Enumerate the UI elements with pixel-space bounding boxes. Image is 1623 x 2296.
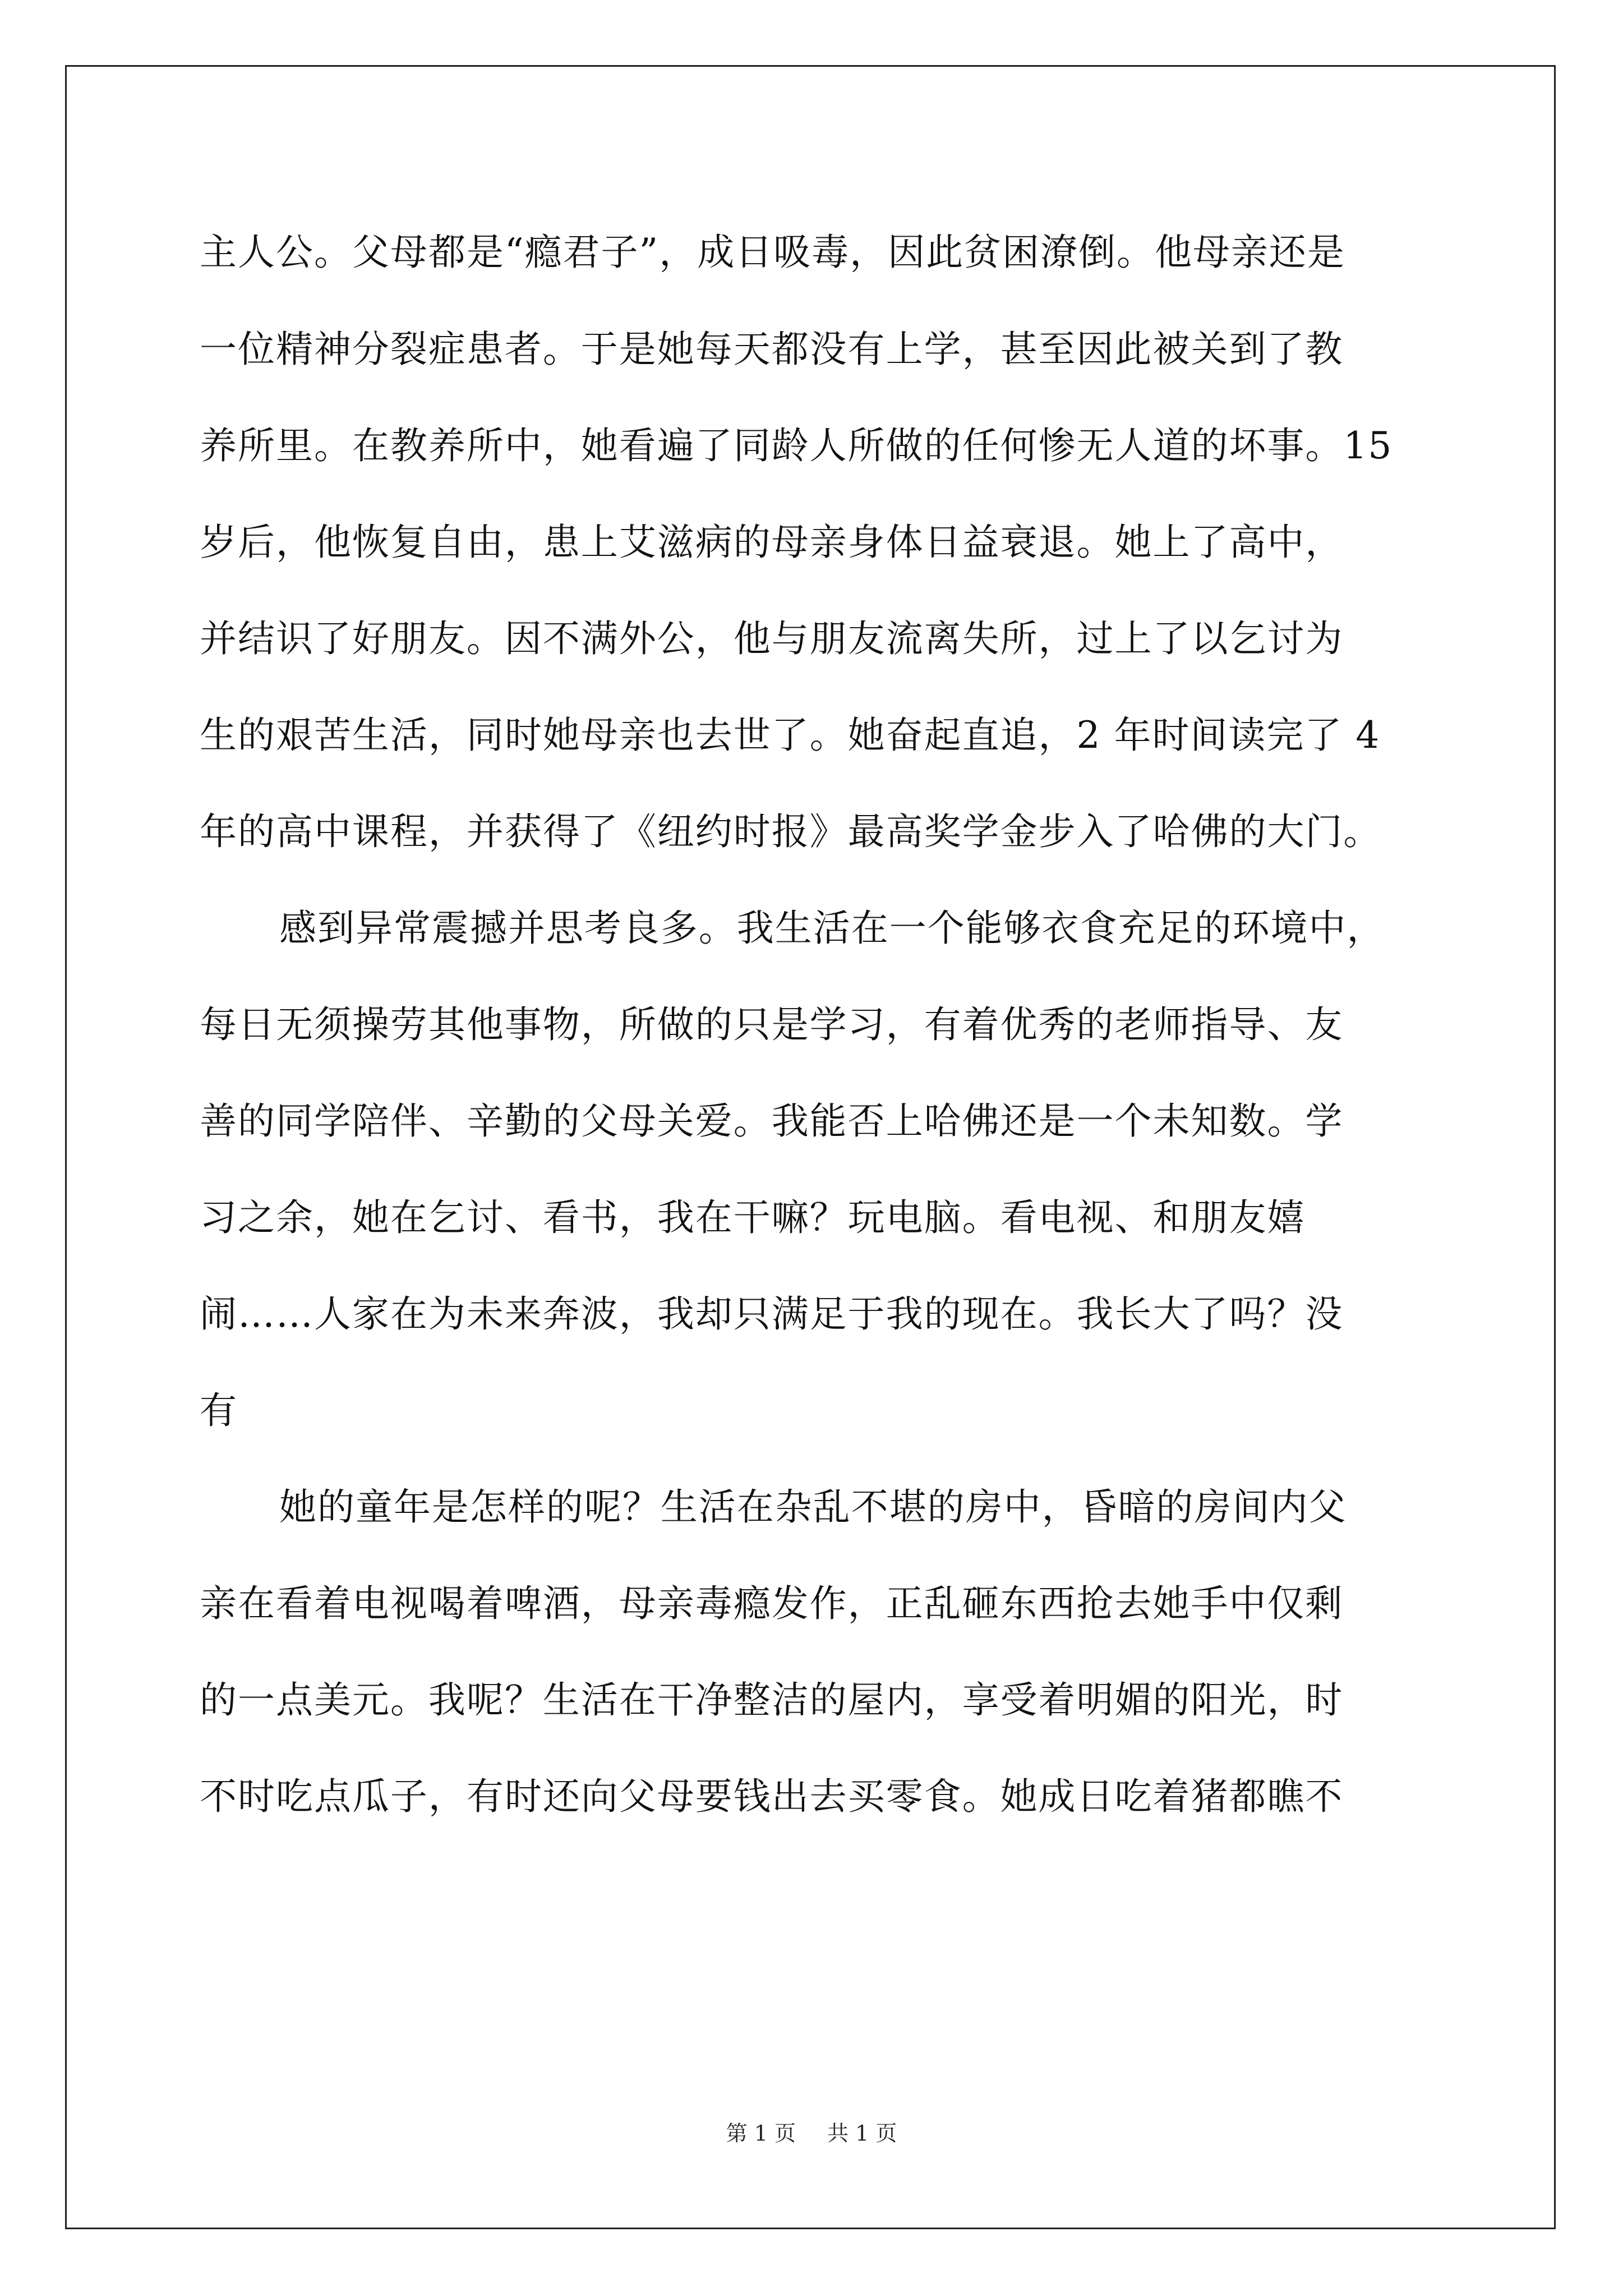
text-line-12: 闹……人家在为未来奔波，我却只满足于我的现在。我长大了吗？没 [200,1292,1344,1336]
text-line-9: 每日无须操劳其他事物，所做的只是学习，有着优秀的老师指导、友 [200,1003,1344,1046]
text-line-1: 主人公。父母都是“瘾君子”，成日吸毒，因此贫困潦倒。他母亲还是 [200,231,1345,274]
text-line-10: 善的同学陪伴、辛勤的父母关爱。我能否上哈佛还是一个未知数。学 [200,1099,1344,1143]
text-line-17: 不时吃点瓜子，有时还向父母要钱出去买零食。她成日吃着猪都瞧不 [200,1775,1344,1818]
text-line-5: 并结识了好朋友。因不满外公，他与朋友流离失所，过上了以乞讨为 [200,617,1344,660]
page-border [65,65,1556,2229]
text-line-13: 有 [200,1389,238,1432]
text-line-16: 的一点美元。我呢？生活在干净整洁的屋内，享受着明媚的阳光，时 [200,1678,1344,1722]
text-line-6: 生的艰苦生活，同时她母亲也去世了。她奋起直追，2 年时间读完了 4 [200,714,1381,757]
text-line-11: 习之余，她在乞讨、看书，我在干嘛？玩电脑。看电视、和朋友嬉 [200,1196,1306,1239]
page-number: 第 1 页 [726,2121,796,2146]
total-pages: 共 1 页 [827,2121,897,2146]
text-line-8: 感到异常震撼并思考良多。我生活在一个能够衣食充足的环境中， [279,907,1385,950]
text-line-14: 她的童年是怎样的呢？生活在杂乱不堪的房中，昏暗的房间内父 [279,1485,1347,1529]
text-line-15: 亲在看着电视喝着啤酒，母亲毒瘾发作，正乱砸东西抢去她手中仅剩 [200,1582,1344,1625]
text-line-3: 养所里。在教养所中，她看遍了同龄人所做的任何惨无人道的坏事。15 [200,424,1393,467]
text-line-7: 年的高中课程，并获得了《纽约时报》最高奖学金步入了哈佛的大门。 [200,810,1382,853]
page-footer [0,2119,1623,2147]
text-line-4: 岁后，他恢复自由，患上艾滋病的母亲身体日益衰退。她上了高中， [200,521,1344,564]
text-line-2: 一位精神分裂症患者。于是她每天都没有上学，甚至因此被关到了教 [200,328,1344,371]
